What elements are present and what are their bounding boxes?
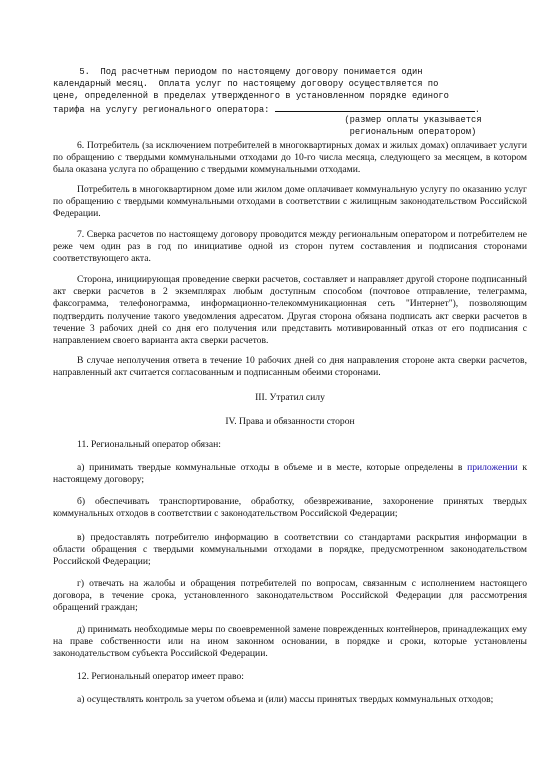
item-12-a: а) осуществлять контроль за учетом объема и (или) массы принятых твердых коммунальных отходов; xyxy=(77,694,494,705)
section-4-heading: IV. Права и обязанности сторон xyxy=(225,416,355,427)
tariff-blank-field[interactable] xyxy=(275,102,475,112)
section-5-line-4-end: . xyxy=(474,105,480,115)
paragraph-6: 6. Потребитель (за исключением потребителей в многоквартирных домах и жилых домах) оплачивает услуги по обращению с твердыми коммунальными отходами до 10-го числа месяца, следующего за месяцем, в котором была оказана услуга по обращению с твердыми коммунальными отходами. xyxy=(53,140,527,176)
item-a-text: а) принимать твердые коммунальные отходы в объеме и в месте, которые определены в xyxy=(77,462,468,473)
paragraph-6-consumer: Потребитель в многоквартирном доме или жилом доме оплачивает коммунальную услугу по оказанию услуг по обращению с твердыми коммунальными отходами в соответствии с жилищным законодательством Российской Федерации. xyxy=(53,184,527,220)
section-3-heading: III. Утратил силу xyxy=(255,392,325,403)
tariff-note-line-1: (размер оплаты указывается xyxy=(344,115,482,125)
section-5-line-2: календарный месяц. Оплата услуг по настоящему договору осуществляется по xyxy=(53,79,439,89)
section-5-line-1: 5. Под расчетным периодом по настоящему договору понимается один xyxy=(53,67,423,77)
paragraph-7-no-response: В случае неполучения ответа в течение 10 рабочих дней со дня направления стороне акта сверки расчетов, направленный акт считается согласованным и подписанным обеими сторонами. xyxy=(53,355,527,379)
section-5-line-4 xyxy=(53,102,517,114)
item-v: в) предоставлять потребителю информацию в соответствии со стандартами раскрытия информации в области обращения с твердыми коммунальными отходами в порядке, предусмотренном законодательством Российской Федерации; xyxy=(53,532,527,568)
paragraph-12: 12. Региональный оператор имеет право: xyxy=(77,671,244,682)
section-5-text xyxy=(53,66,517,114)
section-5-line-4-text: тарифа на услугу регионального оператора: xyxy=(53,105,275,115)
item-d: д) принимать необходимые меры по своевременной замене поврежденных контейнеров, принадлежащих ему на праве собственности или на ином законном основании, в порядке и сроки, которые установлены законодательством субъекта Российской Федерации. xyxy=(53,624,527,660)
tariff-note-line-2: региональным оператором) xyxy=(349,127,477,137)
paragraph-7: 7. Сверка расчетов по настоящему договору проводится между региональным оператором и потребителем не реже чем один раз в год по инициативе одной из сторон путем составления и подписания сторонами соответствующего акта. xyxy=(53,229,527,265)
appendix-link[interactable]: приложении xyxy=(467,462,518,473)
paragraph-7-initiator: Сторона, инициирующая проведение сверки расчетов, составляет и направляет другой стороне подписанный акт сверки расчетов в 2 экземплярах любым доступным способом (почтовое отправление, телеграмма, факсограмма, телефонограмма, информационно-телекоммуникационная сеть "Интернет"), позволяющим подтвердить получение такого уведомления адресатом. Другая сторона обязана подписать акт сверки расчетов в течение 3 рабочих дней со дня его получения или представить мотивированный отказ от его подписания с направлением своего варианта акта сверки расчетов. xyxy=(53,274,527,347)
section-5-line-3: цене, определенной в пределах утвержденного в установленном порядке единого xyxy=(53,91,449,101)
item-a-text-end: к настоящему договору; xyxy=(53,462,528,486)
item-a xyxy=(53,462,527,486)
paragraph-11: 11. Региональный оператор обязан: xyxy=(77,439,221,450)
item-b: б) обеспечивать транспортирование, обработку, обезвреживание, захоронение принятых твердых коммунальных отходов в соответствии с законодательством Российской Федерации; xyxy=(53,496,527,520)
item-g: г) отвечать на жалобы и обращения потребителей по вопросам, связанным с исполнением настоящего договора, в течение срока, установленного законодательством Российской Федерации для рассмотрения обращений граждан; xyxy=(53,578,527,614)
